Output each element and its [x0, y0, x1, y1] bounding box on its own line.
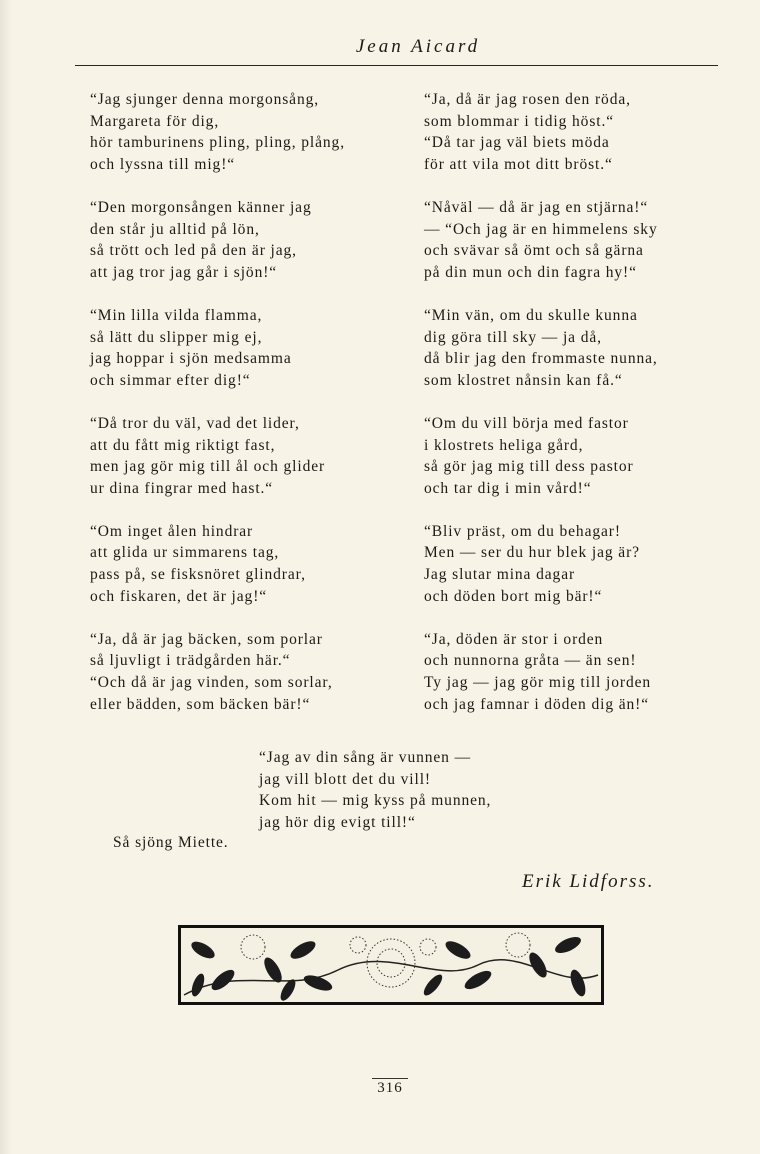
verse-line: “Bliv präst, om du behagar! — [424, 522, 621, 540]
verse-line: att glida ur simmarens tag, — [90, 544, 280, 562]
verse-line: och döden bort mig bär!“ — [424, 587, 603, 605]
verse-line: “Om du vill börja med fastor — [424, 414, 629, 432]
verse-line: jag hör dig evigt till!“ — [259, 813, 416, 831]
verse-line: så trött och led på den är jag, — [90, 242, 297, 260]
stanza — [90, 197, 345, 283]
page-edge — [0, 0, 12, 1154]
verse-line: för att vila mot ditt bröst.“ — [424, 155, 613, 173]
verse-line: i klostrets heliga gård, — [424, 436, 584, 454]
verse-line: “Ja, då är jag bäcken, som porlar — [90, 630, 323, 648]
floral-vine-ornament-icon — [178, 925, 604, 1005]
closing-line: Så sjöng Miette. — [113, 834, 229, 851]
verse-line: och fiskaren, det är jag!“ — [90, 587, 268, 605]
verse-line: och svävar så ömt och så gärna — [424, 242, 644, 260]
verse-line: “Och då är jag vinden, som sorlar, — [90, 674, 333, 692]
verse-line: på din mun och din fagra hy!“ — [424, 263, 637, 281]
verse-line: “Min vän, om du skulle kunna — [424, 306, 638, 324]
verse-line: den står ju alltid på lön, — [90, 220, 260, 238]
verse-line: hör tamburinens pling, pling, plång, — [90, 134, 345, 152]
verse-line: Jag slutar mina dagar — [424, 566, 576, 584]
stanza — [424, 305, 658, 391]
poem-right-column — [424, 89, 658, 737]
verse-line: “Ja, döden är stor i orden — [424, 630, 604, 648]
final-stanza — [259, 747, 491, 833]
verse-line: “Jag sjunger denna morgonsång, — [90, 91, 320, 108]
verse-line: — “Och jag är en himmelens sky — [424, 220, 658, 238]
running-head: Jean Aicard — [355, 36, 481, 57]
verse-line: “Den morgonsången känner jag — [90, 198, 312, 216]
verse-line: Margareta för dig, — [90, 112, 220, 130]
verse-line: pass på, se fisksnöret glindrar, — [90, 566, 306, 584]
verse-line: Kom hit — mig kyss på munnen, — [259, 792, 492, 810]
header-rule — [75, 65, 718, 66]
verse-line: och simmar efter dig!“ — [90, 371, 251, 389]
verse-line: jag vill blott det du vill! — [259, 770, 431, 788]
verse-line: ur dina fingrar med hast.“ — [90, 479, 274, 497]
poem-left-column — [90, 89, 345, 737]
verse-line: “Om inget ålen hindrar — [90, 522, 254, 540]
verse-line: som klostret nånsin kan få.“ — [424, 371, 623, 389]
verse-line: dig göra till sky — ja då, — [424, 328, 602, 346]
author-signature: Erik Lidforss. — [522, 871, 655, 892]
page-number: 316 — [372, 1078, 408, 1097]
verse-line: och lyssna till mig!“ — [90, 155, 236, 173]
verse-line: “Då tar jag väl biets möda — [424, 134, 610, 152]
stanza — [424, 197, 658, 283]
verse-line: Ty jag — jag gör mig till jorden — [424, 674, 652, 692]
verse-line: “Ja, då är jag rosen den röda, — [424, 91, 631, 108]
verse-line: “Nåväl — då är jag en stjärna!“ — [424, 198, 649, 216]
verse-line: att jag tror jag går i sjön!“ — [90, 263, 278, 281]
verse-line: och tar dig i min vård!“ — [424, 479, 592, 497]
verse-line: så ljuvligt i trädgården här.“ — [90, 652, 291, 670]
verse-line: Men — ser du hur blek jag är? — [424, 544, 640, 562]
stanza — [90, 629, 345, 715]
verse-line: “Jag av din sång är vunnen — — [259, 749, 472, 766]
verse-line: som blommar i tidig höst.“ — [424, 112, 615, 130]
stanza — [424, 521, 658, 607]
verse-line: så gör jag mig till dess pastor — [424, 458, 634, 476]
verse-line: då blir jag den frommaste nunna, — [424, 350, 658, 368]
verse-line: “Då tror du väl, vad det lider, — [90, 414, 300, 432]
stanza — [90, 521, 345, 607]
stanza — [90, 305, 345, 391]
verse-line: jag hoppar i sjön medsamma — [90, 350, 292, 368]
verse-line: så lätt du slipper mig ej, — [90, 328, 263, 346]
stanza — [424, 413, 658, 499]
verse-line: att du fått mig riktigt fast, — [90, 436, 276, 454]
verse-line: och jag famnar i döden dig än!“ — [424, 695, 650, 713]
stanza — [424, 629, 658, 715]
stanza — [424, 89, 658, 175]
verse-line: “Min lilla vilda flamma, — [90, 306, 263, 324]
stanza — [90, 413, 345, 499]
verse-line: och nunnorna gråta — än sen! — [424, 652, 637, 670]
verse-line: men jag gör mig till ål och glider — [90, 458, 326, 476]
stanza — [90, 89, 345, 175]
verse-line: eller bädden, som bäcken bär!“ — [90, 695, 311, 713]
